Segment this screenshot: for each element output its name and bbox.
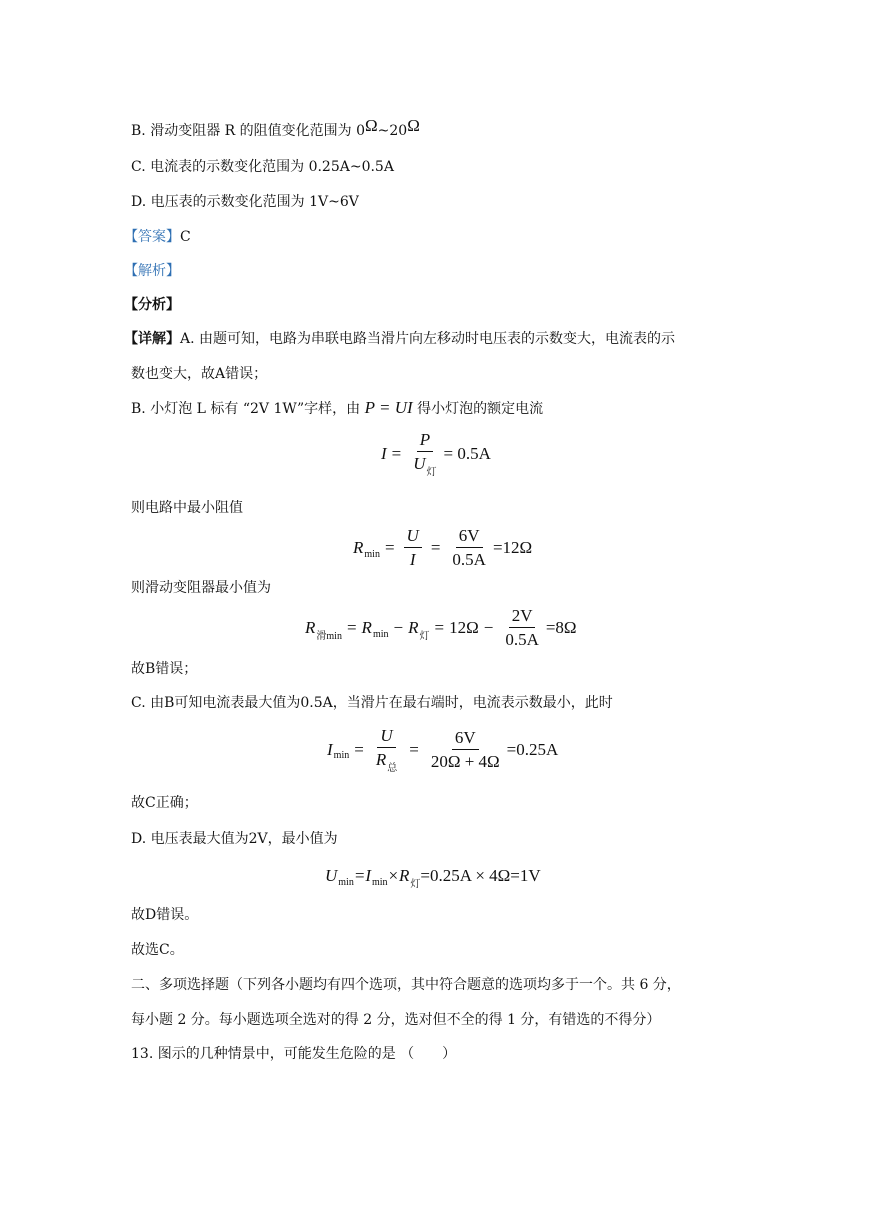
eq3-minus-2: − <box>483 618 494 637</box>
b-suffix: 得小灯泡的额定电流 <box>417 401 544 417</box>
eq3-r2: R <box>408 618 419 637</box>
eq4-den1-symbol: R <box>375 750 387 769</box>
eq2-fraction-1 <box>404 526 422 570</box>
eq5-rhs: =0.25A × 4Ω=1V <box>420 866 541 885</box>
eq4-lhs: I <box>327 739 333 759</box>
omega-symbol: Ω <box>407 116 420 135</box>
choose-line: 故选C。 <box>131 942 184 958</box>
eq4-den2: 20Ω + 4Ω <box>430 751 500 771</box>
eq2-den1: I <box>409 550 416 569</box>
eq3-equals: = <box>346 618 357 637</box>
b-wrong: 故B错误； <box>131 661 198 677</box>
eq3-r1: R <box>361 618 372 637</box>
eq1-numerator: P <box>417 430 433 452</box>
c-text: C. 由B可知电流表最大值为0.5A，当滑片在最右端时，电流表示数最小，此时 <box>131 695 613 711</box>
eq4-fraction-1 <box>373 726 400 773</box>
option-b-text: B. 滑动变阻器 R 的阻值变化范围为 0 <box>131 123 365 139</box>
answer-line <box>124 227 191 247</box>
eq1-rhs: = 0.5A <box>443 443 491 463</box>
eq4-num1: U <box>377 726 395 748</box>
eq2-equals: = <box>384 538 395 557</box>
eq4-num2: 6V <box>452 728 479 750</box>
eq5-times: ×R <box>387 866 410 885</box>
equation-rmin <box>353 526 532 570</box>
eq3-fraction <box>502 606 542 650</box>
eq2-den2: 0.5A <box>452 550 486 569</box>
equation-slide-min <box>305 606 577 650</box>
equation-umin <box>325 866 541 890</box>
eq3-den: 0.5A <box>505 630 539 649</box>
eq3-value: 12Ω <box>449 618 479 637</box>
section2-line2: 每小题 2 分。每小题选项全选对的得 2 分，选对但不全的得 1 分，有错选的不得分） <box>131 1012 661 1028</box>
detail-line <box>124 329 675 349</box>
eq4-lhs-sub: min <box>333 750 350 761</box>
eq3-lhs: R <box>305 618 316 637</box>
eq2-rhs: =12Ω <box>492 538 533 557</box>
question-13: 13. 图示的几种情景中，可能发生危险的是 （ ） <box>131 1046 457 1062</box>
b-prefix: B. 小灯泡 L 标有 “2V 1W”字样，由 <box>131 401 361 417</box>
c-right: 故C正确； <box>131 795 198 811</box>
eq2-num1: U <box>404 526 422 548</box>
answer-value: C <box>180 229 191 245</box>
eq1-denominator <box>410 452 439 477</box>
eq4-fraction-2 <box>428 728 503 772</box>
eq2-num2: 6V <box>456 526 483 548</box>
eq3-r1-sub: min <box>372 628 389 640</box>
eq2-equals-2: = <box>430 538 441 557</box>
analysis-label: 【解析】 <box>124 263 180 279</box>
answer-label: 【答案】 <box>124 229 180 245</box>
detail-label: 【详解】 <box>124 331 180 347</box>
fenxi-label: 【分析】 <box>124 297 180 313</box>
eq4-rhs: =0.25A <box>506 739 559 759</box>
eq4-den1-sub: 总 <box>387 763 398 774</box>
detail-continuation: 数也变大，故A错误； <box>131 366 268 382</box>
eq1-equals: = <box>391 443 402 463</box>
d-text: D. 电压表最大值为2V，最小值为 <box>131 831 338 847</box>
eq3-equals-2: = <box>434 618 445 637</box>
eq1-lhs: I <box>381 443 387 463</box>
eq5-times-sub: 灯 <box>410 878 421 890</box>
option-c: C. 电流表的示数变化范围为 0.25A~0.5A <box>131 159 394 175</box>
eq3-num: 2V <box>509 606 536 628</box>
option-b-range: ~20 <box>377 123 408 139</box>
eq3-lhs-sub: 滑min <box>316 630 342 642</box>
eq1-den-sub: 灯 <box>426 467 437 478</box>
slide-intro: 则滑动变阻器最小值为 <box>131 580 271 596</box>
eq2-lhs: R <box>353 538 364 557</box>
b-line <box>131 398 543 419</box>
section2-line1: 二、多项选择题（下列各小题均有四个选项，其中符合题意的选项均多于一个。共 6 分， <box>131 977 681 993</box>
eq2-lhs-sub: min <box>364 548 380 560</box>
power-formula: P = UI <box>364 398 413 417</box>
equation-current <box>381 430 491 477</box>
eq4-equals: = <box>354 739 364 759</box>
eq2-fraction-2 <box>449 526 489 570</box>
eq5-mid: =I <box>353 866 371 885</box>
eq4-den1 <box>373 748 400 773</box>
option-b <box>131 116 420 141</box>
equation-imin <box>327 726 558 773</box>
eq5-lhs: U <box>325 866 338 885</box>
eq5-mid-sub: min <box>371 876 388 888</box>
rmin-intro: 则电路中最小阻值 <box>131 500 243 516</box>
eq1-fraction <box>410 430 439 477</box>
eq5-lhs-sub: min <box>338 876 354 888</box>
option-d: D. 电压表的示数变化范围为 1V~6V <box>131 194 359 210</box>
omega-symbol: Ω <box>365 116 378 135</box>
detail-text: A. 由题可知，电路为串联电路当滑片向左移动时电压表的示数变大，电流表的示 <box>180 331 676 347</box>
eq3-minus: − <box>393 618 404 637</box>
eq1-den-symbol: U <box>413 454 426 473</box>
d-wrong: 故D错误。 <box>131 907 199 923</box>
eq4-equals-2: = <box>409 739 419 759</box>
eq3-r2-sub: 灯 <box>419 630 430 642</box>
eq3-rhs: =8Ω <box>545 618 577 637</box>
